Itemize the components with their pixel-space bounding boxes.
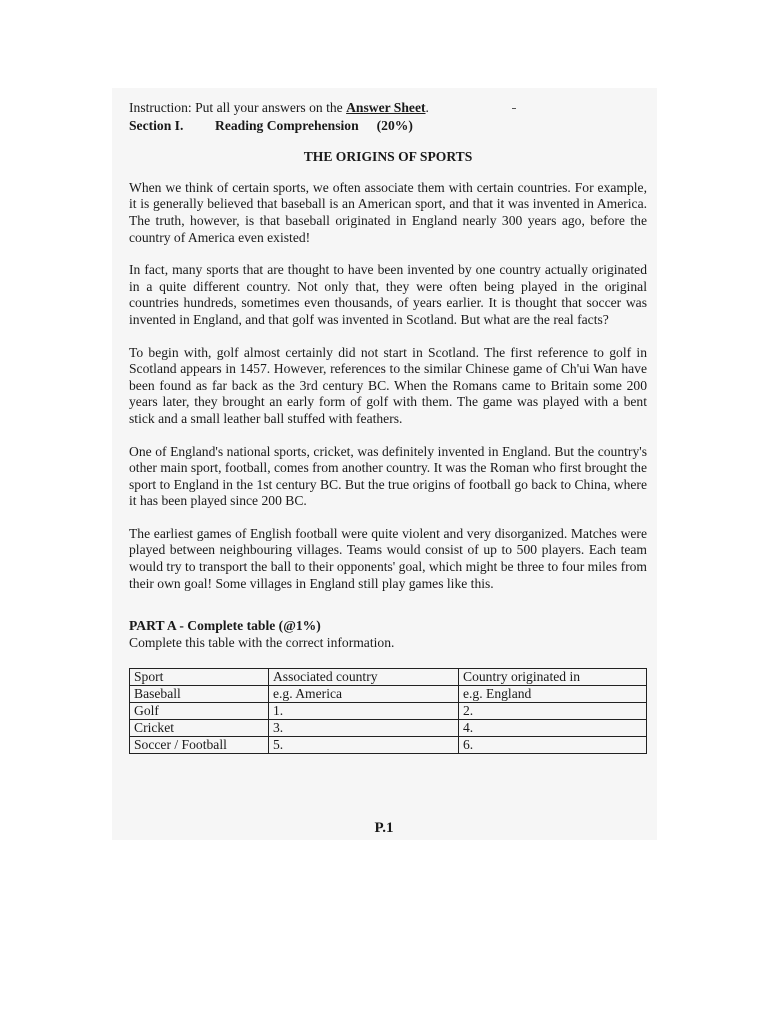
part-a-instruction: Complete this table with the correct information.	[129, 634, 395, 650]
table-cell: 4.	[459, 720, 647, 737]
table-cell: Soccer / Football	[130, 737, 269, 754]
table-header-row	[130, 669, 647, 686]
table-row	[130, 686, 647, 703]
table-row	[130, 737, 647, 754]
instruction-line	[129, 100, 647, 117]
article-paragraph: When we think of certain sports, we often associate them with certain countries. For example, it is generally believed that baseball is an American sport, and that it was invented in America. The truth, however, is that baseball originated in England nearly 300 years ago, before the country of America even existed!	[129, 179, 647, 245]
article-paragraph: To begin with, golf almost certainly did not start in Scotland. The first reference to golf in Scotland appears in 1457. However, references to the similar Chinese game of Ch'ui Wan have been found as far back as the 3rd century BC. When the Romans came to Britain some 200 years later, they brought an early form of golf with them. The game was played with a bent stick and a small leather ball stuffed with feathers.	[129, 344, 647, 426]
worksheet-content	[129, 100, 647, 754]
table-cell: 3.	[268, 720, 458, 737]
section-name: Reading Comprehension	[215, 117, 359, 133]
table-cell: Cricket	[130, 720, 269, 737]
table-row	[130, 703, 647, 720]
section-heading	[129, 118, 647, 135]
table-cell: e.g. America	[268, 686, 458, 703]
answer-sheet-label: Answer Sheet	[346, 100, 426, 115]
section-weight: (20%)	[376, 117, 413, 133]
article-paragraph: One of England's national sports, cricket, was definitely invented in England. But the country's other main sport, football, comes from another country. It was the Roman who first brought the sport to England in the 1st century BC. But the true origins of football go back to China, where it has been played since 200 BC.	[129, 443, 647, 509]
section-label: Section I.	[129, 117, 184, 133]
page-number: P.1	[374, 820, 394, 836]
table-cell: Baseball	[130, 686, 269, 703]
table-header-cell: Associated country	[268, 669, 458, 686]
article-paragraph: The earliest games of English football were quite violent and very disorganized. Matches were played between neighbouring villages. Teams would consist of up to 500 players. Each team would try to transport the ball to their opponents' goal, which might be three to four miles from their own goal! Some villages in England still play games like this.	[129, 525, 647, 591]
table-header-cell: Sport	[130, 669, 269, 686]
article-title: THE ORIGINS OF SPORTS	[303, 149, 473, 165]
table-cell: Golf	[130, 703, 269, 720]
instruction-end: .	[425, 100, 429, 115]
table-cell: 2.	[459, 703, 647, 720]
table-cell: e.g. England	[459, 686, 647, 703]
answer-table	[129, 668, 647, 754]
table-cell: 5.	[268, 737, 458, 754]
table-row	[130, 720, 647, 737]
article-paragraph: In fact, many sports that are thought to have been invented by one country actually originated in a quite different country. Not only that, they were often being played in the original countries hundreds, sometimes even thousands, of years earlier. It is thought that soccer was invented in England, and that golf was invented in Scotland. But what are the real facts?	[129, 262, 647, 327]
table-cell: 6.	[459, 737, 647, 754]
table-header-cell: Country originated in	[459, 669, 647, 686]
table-cell: 1.	[268, 703, 458, 720]
part-a-heading: PART A - Complete table (@1%)	[129, 618, 321, 634]
instruction-text: Instruction: Put all your answers on the	[129, 100, 347, 115]
